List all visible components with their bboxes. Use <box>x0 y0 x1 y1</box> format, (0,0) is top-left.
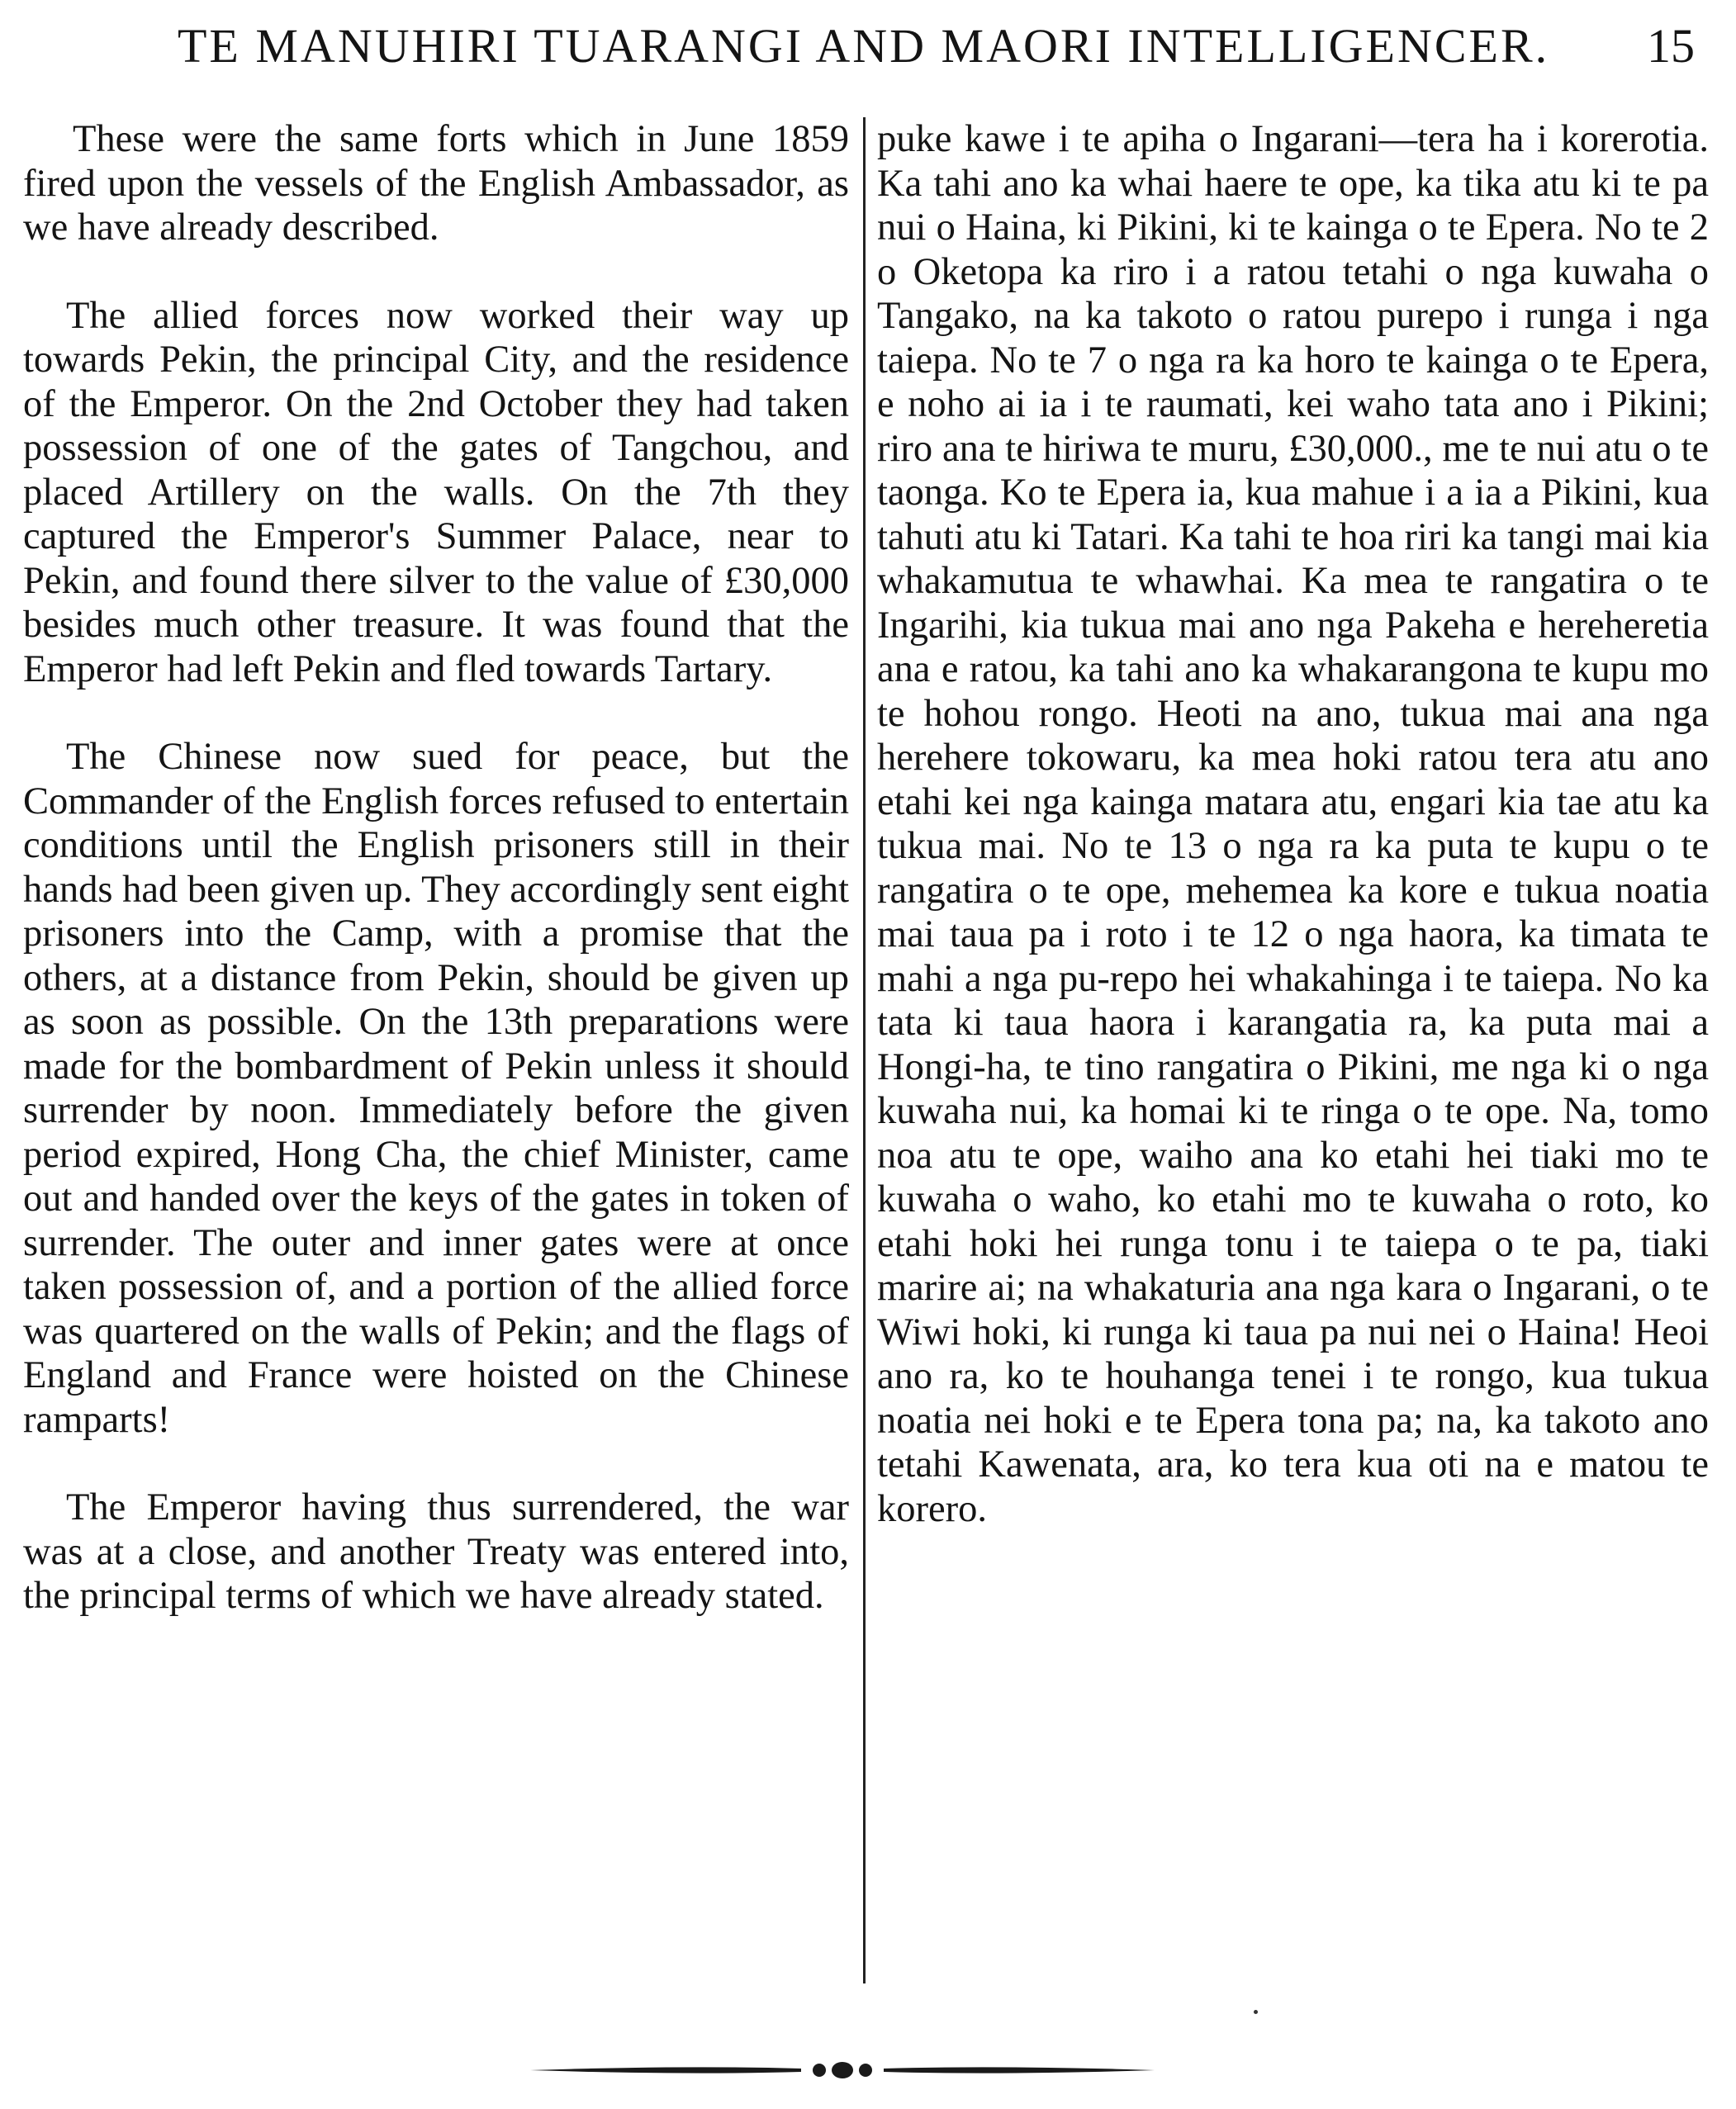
print-speck <box>1254 2010 1258 2014</box>
maori-paragraph-1: puke kawe i te apiha o Ingarani—tera ha i korerotia. Ka tahi ano ka whai haere te ope, ka tika atu ki te pa nui o Haina, ki Pikini, ki te kainga o te Epera. No te 2 o Oketopa ka riro i a ratou tetahi o nga kuwaha o Tangako, na ka takoto o ratou purepo i runga i nga taiepa. No te 7 o nga ra ka horo te kainga o te Epera, e noho ai ia i te raumati, kei waho tata ano i Pikini; riro ana te hiriwa te muru, £30,000., me te nui atu o te taonga. Ko te Epera ia, kua mahue i a ia a Pikini, kua tahuti atu ki Tatari. Ka tahi te hoa riri ka tangi mai kia whakamutua te whawhai. Ka mea te rangatira o te Ingarihi, kia tukua mai ano nga Pakeha e hereheretia ana e ratou, ka tahi ano ka whakarangona te kupu mo te hohou rongo. Heoti na ano, tukua mai ana nga herehere tokowaru, ka mea hoki ratou tera atu ano etahi kei nga kainga matara atu, engari kia tae atu ka tukua mai. No te 13 o nga ra ka puta te kupu o te rangatira o te ope, mehemea ka kore e tukua noatia mai taua pa i roto i te 12 o nga haora, ka timata te mahi a nga pu-repo hei whakahinga i te taiepa. No ka tata ki taua haora i karangatia ra, ka puta mai a Hongi-ha, te tino rangatira o Pikini, me nga ki o nga kuwaha nui, ka homai ki te ringa o te ope. Na, tomo noa atu te ope, waiho ana ko etahi hei tiaki mo te kuwaha o waho, ko etahi mo te kuwaha o roto, ko etahi hoki hei runga tonu i te taiepa o te pa, tiaki marire ai; na whakaturia ana nga kara o Ingarani, o te Wiwi hoki, ki runga ki taua pa nui nei o Haina! Heoi ano ra, ko te houhanga tenei i te rongo, kua tukua noatia nei hoki e te Epera tona pa; na, ka takoto ano tetahi Kawenata, ara, ko tera kua oti na e matou te korero. <box>877 118 1709 1530</box>
english-paragraph-4: The Emperor having thus surrendered, the war was at a close, and another Treaty was entered into, the principal terms of which we have already stated. <box>23 1486 849 1617</box>
english-paragraph-2: The allied forces now worked their way up towards Pekin, the principal City, and the residence of the Emperor. On the 2nd October they had taken possession of one of the gates of Tangchou, and placed Artillery on the walls. On the 7th they captured the Emperor's Summer Palace, near to Pekin, and found there silver to the value of £30,000 besides much other treasure. It was found that the Emperor had left Pekin and fled towards Tartary. <box>23 294 849 690</box>
ornamental-rule <box>529 2056 1156 2084</box>
maori-column <box>877 117 1709 1531</box>
column-divider <box>863 117 866 1983</box>
running-title: TE MANUHIRI TUARANGI AND MAORI INTELLIGENCER. <box>178 19 1550 73</box>
english-column <box>23 117 849 1618</box>
page-number: 15 <box>1647 19 1695 73</box>
english-paragraph-1: These were the same forts which in June 1859 fired upon the vessels of the English Ambassador, as we have already described. <box>23 118 849 249</box>
english-paragraph-3: The Chinese now sued for peace, but the Commander of the English forces refused to entertain conditions until the English prisoners still in their hands had been given up. They accordingly sent eight prisoners into the Camp, with a promise that the others, at a distance from Pekin, should be given up as soon as possible. On the 13th preparations were made for the bombardment of Pekin unless it should surrender by noon. Immediately before the given period expired, Hong Cha, the chief Minister, came out and handed over the keys of the gates in token of surrender. The outer and inner gates were at once taken possession of, and a portion of the allied force was quartered on the walls of Pekin; and the flags of England and France were hoisted on the Chinese ramparts! <box>23 736 849 1441</box>
page-header <box>0 18 1736 76</box>
